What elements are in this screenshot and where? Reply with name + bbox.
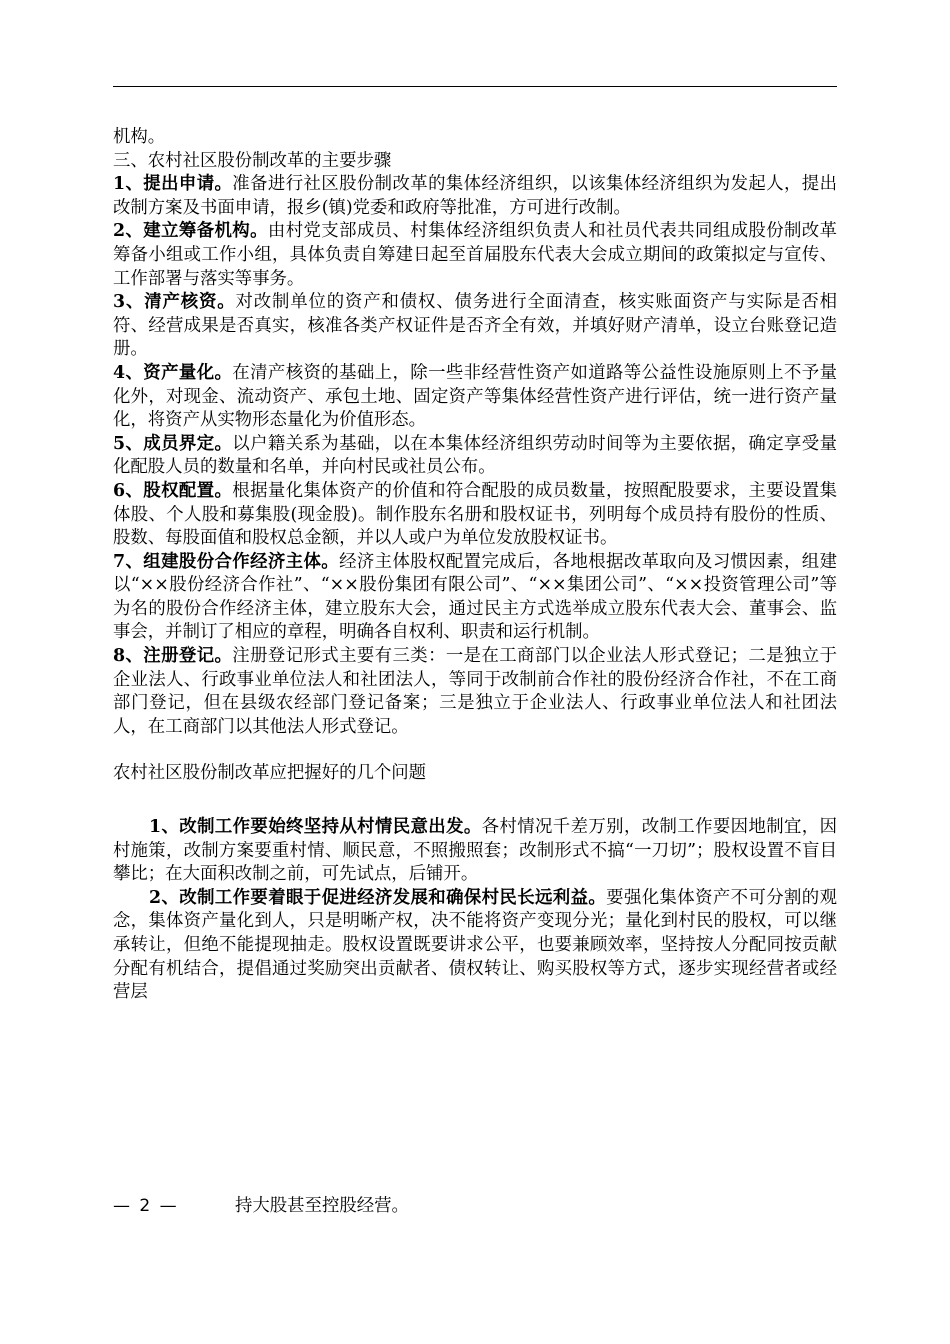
step-title: 3、清产核资。 [113,292,236,313]
step-title: 8、注册登记。 [113,646,233,667]
step-7 [113,551,837,645]
step-body: 由村党支部成员、村集体经济组织负责人和社员代表共同组成股份制改革筹备小组或工作小组，具体负责自筹建日起至首届股东代表大会成立期间的政策拟定与宣传、工作部署与落实等事务。 [113,221,837,289]
line-start: 机构。 [113,127,166,147]
step-title: 5、成员界定。 [113,433,233,454]
step-1 [113,173,837,220]
subtitle: 农村社区股份制改革应把握好的几个问题 [113,763,427,784]
step-body: 注册登记形式主要有三类：一是在工商部门以企业法人形式登记；二是独立于企业法人、行政事业单位法人和社团法人，等同于改制前合作社的股份经济合作社，不在工商部门登记，但在县级农经部门登记备案；三是独立于企业法人、行政事业单位法人和社团法人，在工商部门以其他法人形式登记。 [113,646,837,737]
step-3 [113,291,837,362]
last-line: 持大股甚至控股经营。 [235,1196,409,1216]
issue-title: 2、改制工作要着眼于促进经济发展和确保村民长远利益。 [149,887,607,908]
spacer [113,739,837,762]
issue-2 [113,887,837,1005]
step-title: 6、股权配置。 [113,480,233,501]
header-rule [113,86,837,87]
step-2 [113,220,837,291]
issue-body: 要强化集体资产不可分割的观念，集体资产量化到人，只是明晰产权，决不能将资产变现分光；量化到村民的股权，可以继承转让，但绝不能提现抽走。股权设置既要讲求公平，也要兼顾效率，坚持按人分配同按贡献分配有机结合，提倡通过奖励突出贡献者、债权转让、购买股权等方式，逐步实现经营者或经营层 [113,887,837,1003]
step-title: 2、建立筹备机构。 [113,221,268,242]
step-title: 4、资产量化。 [113,362,233,383]
step-4 [113,362,837,433]
step-5 [113,433,837,480]
issue-body: 各村情况千差万别，改制工作要因地制宜，因村施策，改制方案要重村情、顺民意，不照搬照套；改制形式不搞“一刀切”；股权设置不盲目攀比；在大面积改制之前，可先试点，后铺开。 [113,817,837,885]
step-body: 在清产核资的基础上，除一些非经营性资产如道路等公益性设施原则上不予量化外，对现金、流动资产、承包土地、固定资产等集体经营性资产进行评估，统一进行资产量化，将资产从实物形态量化为价值形态。 [113,362,837,431]
step-body: 准备进行社区股份制改革的集体经济组织，以该集体经济组织为发起人，提出改制方案及书面申请，报乡(镇)党委和政府等批准，方可进行改制。 [113,174,837,218]
spacer [113,786,837,816]
step-body: 对改制单位的资产和债权、债务进行全面清查，核实账面资产与实际是否相符、经营成果是否真实，核准各类产权证件是否齐全有效，并填好财产清单，设立台账登记造册。 [113,292,837,360]
step-8 [113,645,837,739]
step-body: 以户籍关系为基础，以在本集体经济组织劳动时间等为主要依据，确定享受量化配股人员的数量和名单，并向村民或社员公布。 [113,433,837,478]
section-heading: 三、农村社区股份制改革的主要步骤 [113,150,392,171]
step-title: 7、组建股份合作经济主体。 [113,551,340,572]
issue-title: 1、改制工作要始终坚持从村情民意出发。 [149,817,482,838]
step-body: 根据量化集体资产的价值和符合配股的成员数量，按照配股要求，主要设置集体股、个人股和募集股(现金股)。制作股东名册和股权证书，列明每个成员持有股份的性质、股数、每股面值和股权总金额，并以人或户为单位发放股权证书。 [113,480,837,549]
step-6 [113,480,837,551]
document-body [113,126,837,1005]
step-body: 经济主体股权配置完成后，各地根据改革取向及习惯因素，组建以“××股份经济合作社”、“××股份集团有限公司”、“××集团公司”、“××投资管理公司”等为名的股份合作经济主体，建立股东大会，通过民主方式选举成立股东代表大会、董事会、监事会，并制订了相应的章程，明确各自权利、职责和运行机制。 [113,551,837,643]
issue-1 [113,816,837,887]
step-title: 1、提出申请。 [113,174,233,195]
page-number: — 2 — [113,1196,179,1216]
